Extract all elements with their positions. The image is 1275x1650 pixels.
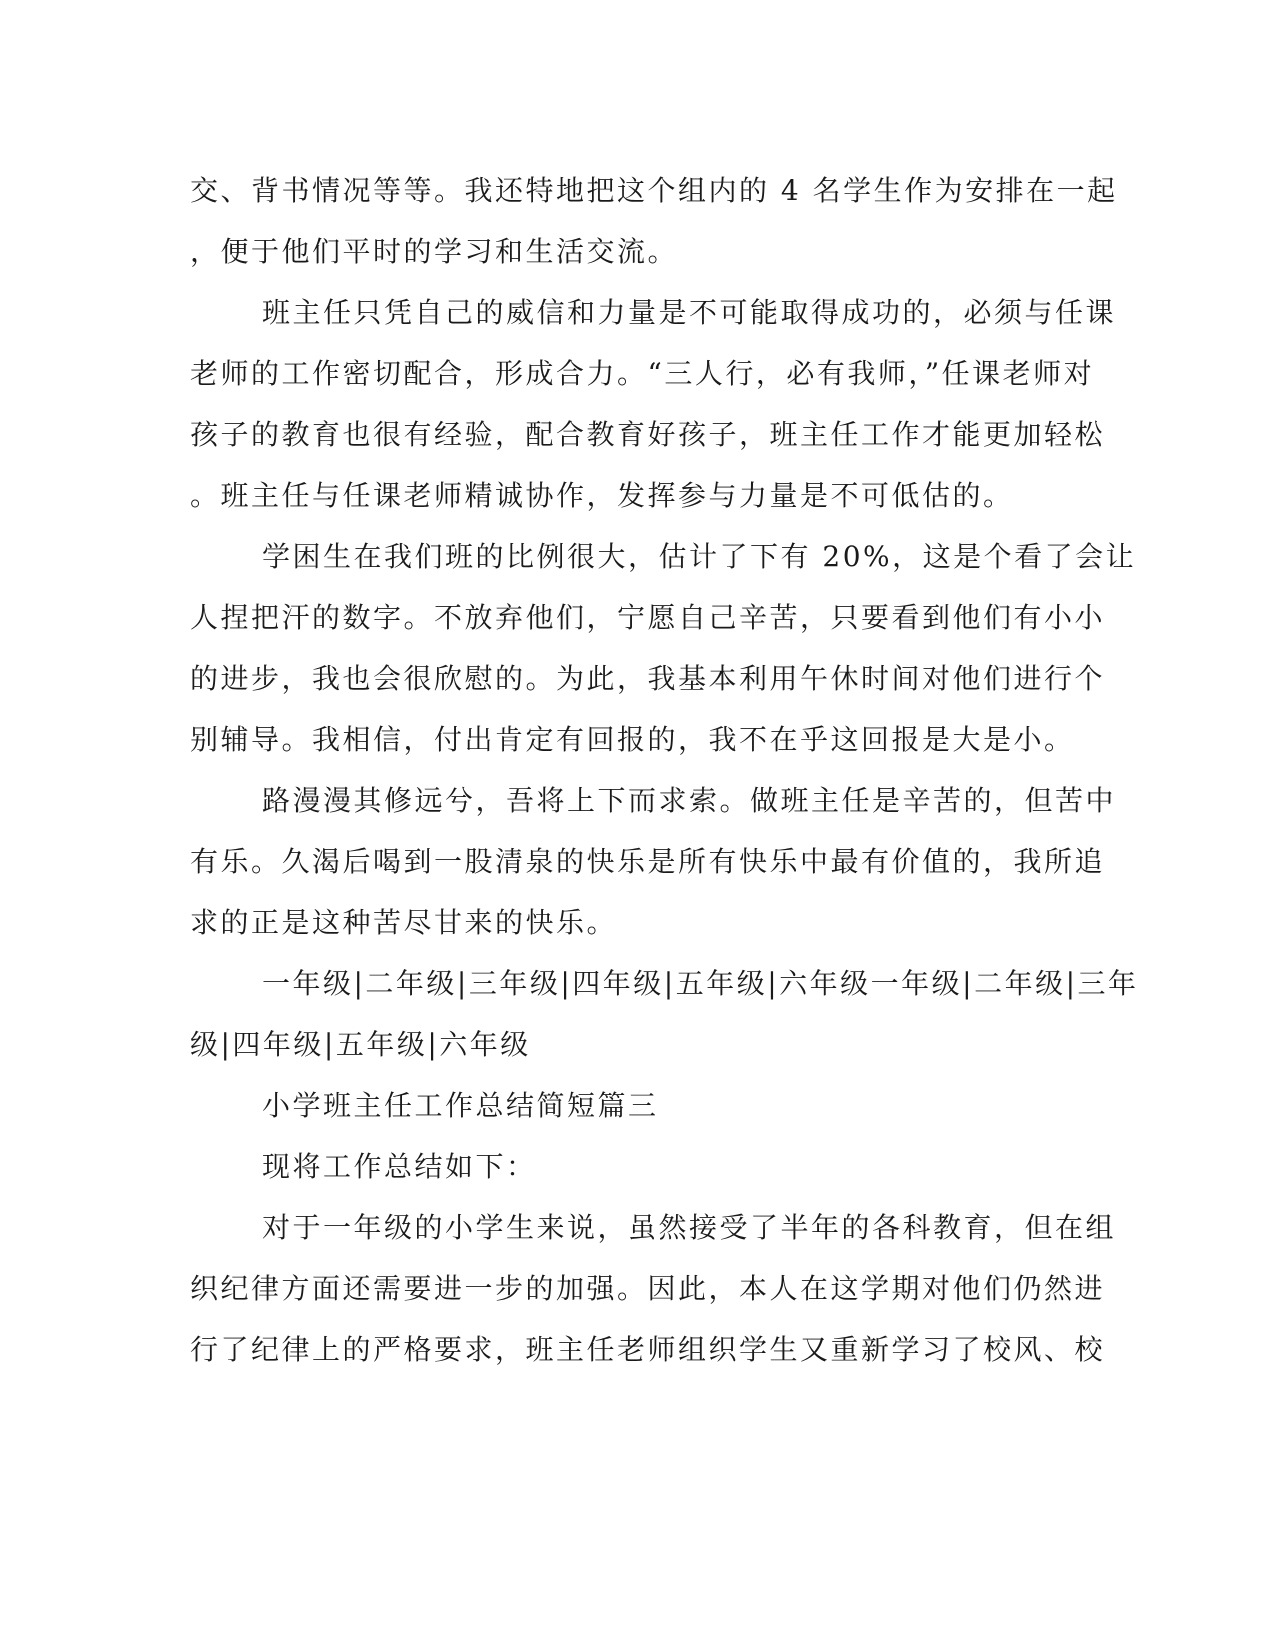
paragraph-start-line: 路漫漫其修远兮，吾将上下而求索。做班主任是辛苦的，但苦中 — [262, 784, 1117, 817]
paragraph-start-line: 班主任只凭自己的威信和力量是不可能取得成功的，必须与任课 — [262, 296, 1117, 329]
paragraph-start-line: 学困生在我们班的比例很大，估计了下有 20%，这是个看了会让 — [262, 540, 1137, 573]
text-line: 孩子的教育也很有经验，配合教育好孩子，班主任工作才能更加轻松 — [190, 418, 1106, 451]
document-body — [190, 160, 1139, 1380]
text-line: 的进步，我也会很欣慰的。为此，我基本利用午休时间对他们进行个 — [190, 662, 1106, 695]
text-line: 求的正是这种苦尽甘来的快乐。 — [190, 906, 618, 939]
text-line: 。班主任与任课老师精诚协作，发挥参与力量是不可低估的。 — [190, 479, 1014, 512]
text-line: 有乐。久渴后喝到一股清泉的快乐是所有快乐中最有价值的，我所追 — [190, 845, 1106, 878]
section-heading: 小学班主任工作总结简短篇三 — [262, 1089, 659, 1122]
text-line: ，便于他们平时的学习和生活交流。 — [190, 235, 679, 268]
grade-links-line: 一年级|二年级|三年级|四年级|五年级|六年级一年级|二年级|三年 — [262, 967, 1139, 1000]
text-line: 老师的工作密切配合，形成合力。“三人行，必有我师，”任课老师对 — [190, 357, 1095, 390]
grade-links-line: 级|四年级|五年级|六年级 — [190, 1028, 531, 1061]
text-line: 交、背书情况等等。我还特地把这个组内的 4 名学生作为安排在一起 — [190, 174, 1118, 207]
text-line: 别辅导。我相信，付出肯定有回报的，我不在乎这回报是大是小。 — [190, 723, 1075, 756]
paragraph-start-line: 对于一年级的小学生来说，虽然接受了半年的各科教育，但在组 — [262, 1211, 1117, 1244]
text-line: 行了纪律上的严格要求，班主任老师组织学生又重新学习了校风、校 — [190, 1333, 1106, 1366]
text-line: 织纪律方面还需要进一步的加强。因此，本人在这学期对他们仍然进 — [190, 1272, 1106, 1305]
paragraph-start-line: 现将工作总结如下： — [262, 1150, 537, 1183]
text-line: 人捏把汗的数字。不放弃他们，宁愿自己辛苦，只要看到他们有小小 — [190, 601, 1106, 634]
